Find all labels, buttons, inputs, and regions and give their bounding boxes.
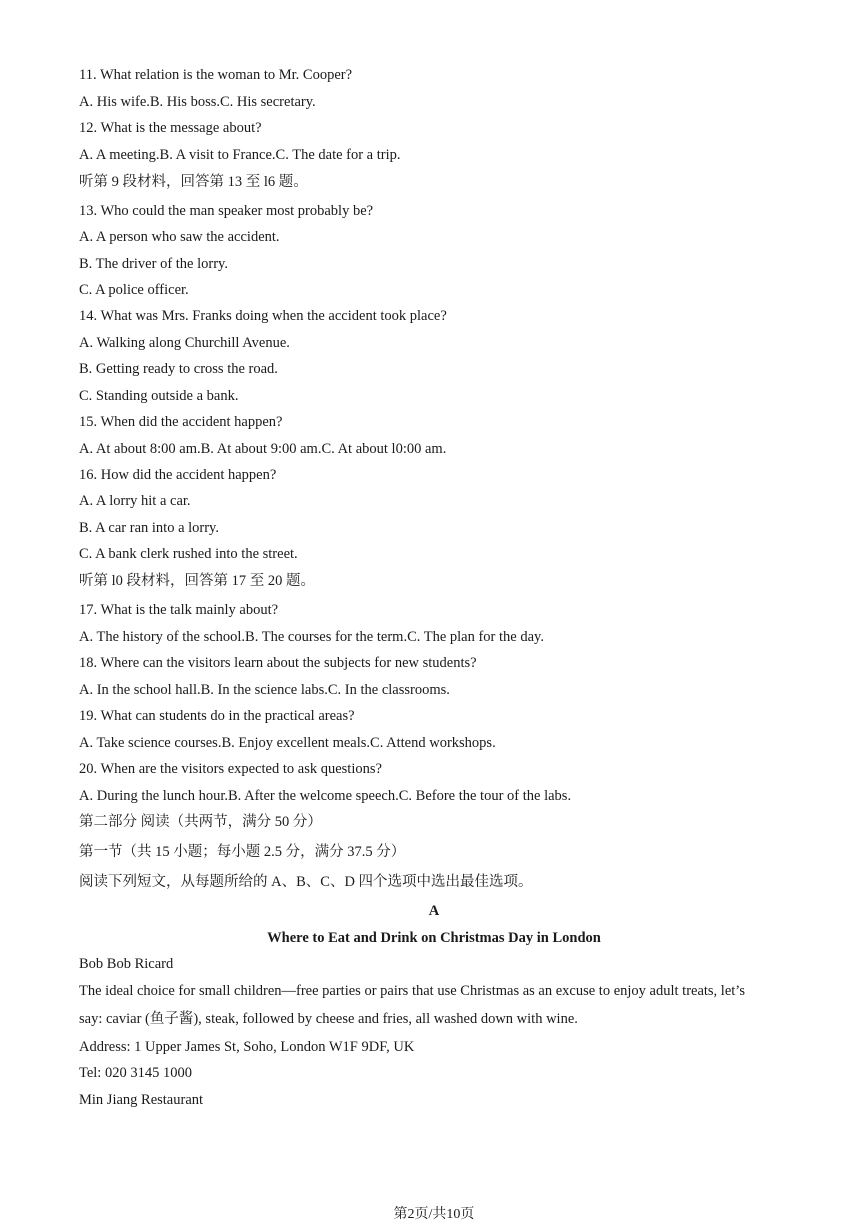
option-16a: A. A lorry hit a car. <box>79 493 191 509</box>
question-17: 17. What is the talk mainly about? <box>79 602 279 618</box>
options-12: A. A meeting.B. A visit to France.C. The date for a trip. <box>79 147 401 163</box>
question-19: 19. What can students do in the practical areas? <box>79 708 355 724</box>
option-13c: C. A police officer. <box>79 282 189 298</box>
passage-letter: A <box>428 903 440 919</box>
section-instruction-10: 听第 l0 段材料，回答第 17 至 20 题。 <box>79 573 316 589</box>
options-18: A. In the school hall.B. In the science labs.C. In the classrooms. <box>79 682 450 698</box>
options-15: A. At about 8:00 am.B. At about 9:00 am.C. At about l0:00 am. <box>79 441 447 457</box>
restaurant-name-1: Bob Bob Ricard <box>79 956 174 972</box>
question-18: 18. Where can the visitors learn about the subjects for new students? <box>79 655 477 671</box>
options-11: A. His wife.B. His boss.C. His secretary. <box>79 94 316 110</box>
restaurant-name-2: Min Jiang Restaurant <box>79 1092 204 1108</box>
options-19: A. Take science courses.B. Enjoy excellent meals.C. Attend workshops. <box>79 735 496 751</box>
reading-instruction: 阅读下列短文，从每题所给的 A、B、C、D 四个选项中选出最佳选项。 <box>79 874 533 890</box>
question-20: 20. When are the visitors expected to ask questions? <box>79 761 382 777</box>
option-16c: C. A bank clerk rushed into the street. <box>79 546 298 562</box>
part-two-heading: 第二部分 阅读（共两节，满分 50 分） <box>79 814 322 830</box>
option-16b: B. A car ran into a lorry. <box>79 520 219 536</box>
passage-text-line-1: The ideal choice for small children—free parties or pairs that use Christmas as an excuse to enjoy adult treats, let’s <box>79 983 745 999</box>
section-one-heading: 第一节（共 15 小题；每小题 2.5 分，满分 37.5 分） <box>79 844 406 860</box>
passage-title: Where to Eat and Drink on Christmas Day in London <box>267 930 601 946</box>
question-14: 14. What was Mrs. Franks doing when the accident took place? <box>79 308 447 324</box>
options-20: A. During the lunch hour.B. After the welcome speech.C. Before the tour of the labs. <box>79 788 572 804</box>
restaurant-address: Address: 1 Upper James St, Soho, London W1F 9DF, UK <box>79 1039 415 1055</box>
page-number: 第2页/共10页 <box>393 1207 475 1222</box>
question-13: 13. Who could the man speaker most probably be? <box>79 203 374 219</box>
passage-text-line-2: say: caviar (鱼子酱), steak, followed by cheese and fries, all washed down with wine. <box>79 1011 578 1027</box>
option-13a: A. A person who saw the accident. <box>79 229 280 245</box>
option-14b: B. Getting ready to cross the road. <box>79 361 278 377</box>
option-14c: C. Standing outside a bank. <box>79 388 239 404</box>
option-13b: B. The driver of the lorry. <box>79 256 228 272</box>
question-12: 12. What is the message about? <box>79 120 262 136</box>
question-11: 11. What relation is the woman to Mr. Cooper? <box>79 67 353 83</box>
question-15: 15. When did the accident happen? <box>79 414 283 430</box>
section-instruction-9: 听第 9 段材料，回答第 13 至 l6 题。 <box>79 174 308 190</box>
option-14a: A. Walking along Churchill Avenue. <box>79 335 290 351</box>
restaurant-tel: Tel: 020 3145 1000 <box>79 1065 192 1081</box>
question-16: 16. How did the accident happen? <box>79 467 277 483</box>
options-17: A. The history of the school.B. The courses for the term.C. The plan for the day. <box>79 629 544 645</box>
